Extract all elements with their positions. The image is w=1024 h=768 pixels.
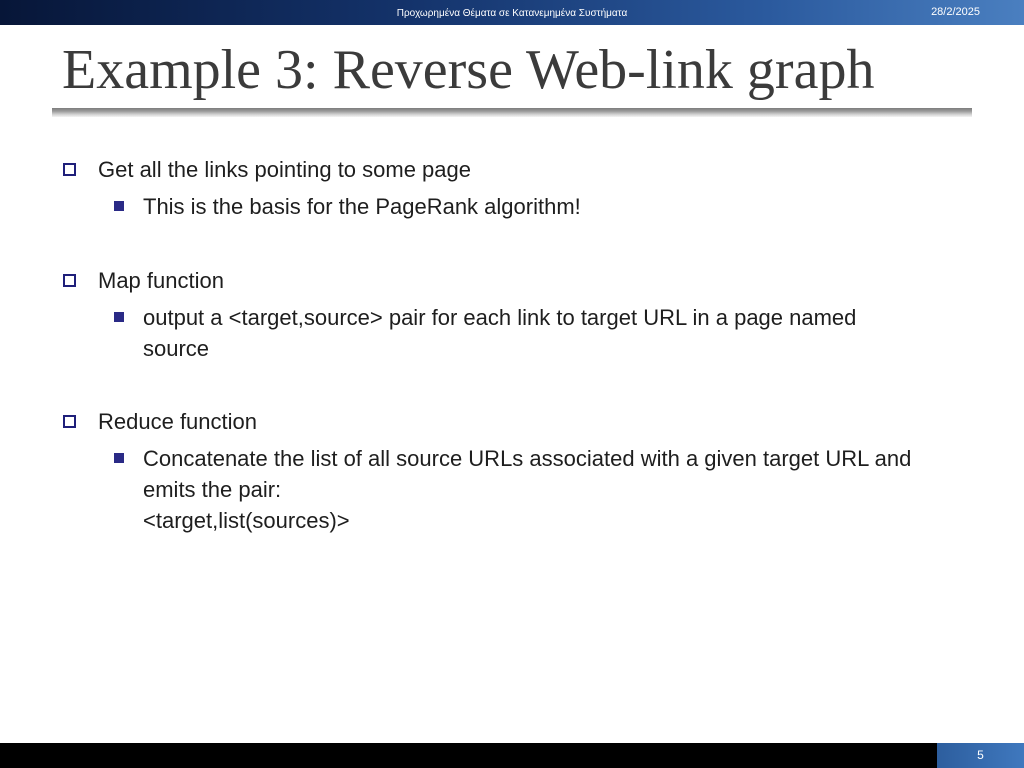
bullet-square-icon [63,274,76,287]
bullet-text: Map function [98,268,224,293]
sub-bullet-square-icon [114,453,124,463]
sub-bullet-square-icon [114,312,124,322]
sub-bullet-text: This is the basis for the PageRank algorithm! [143,194,581,219]
bullet-text: Get all the links pointing to some page [98,157,472,182]
sub-bullet-text: output a <target,source> pair for each link to target URL in a page named source [143,305,857,361]
course-title: Προχωρημένα Θέματα σε Κατανεμημένα Συστήματα [396,8,628,19]
slide-date: 28/2/2025 [931,6,980,18]
slide-title: Example 3: Reverse Web-link graph [62,39,875,101]
sub-bullet-text: Concatenate the list of all source URLs associated with a given target URL and emits the pair: <target,list(sources)> [143,446,912,533]
footer-bar [0,743,1024,768]
bullet-square-icon [63,415,76,428]
bullet-text: Reduce function [98,409,257,434]
page-number: 5 [937,743,1024,768]
bullet-square-icon [63,163,76,176]
sub-bullet-square-icon [114,201,124,211]
